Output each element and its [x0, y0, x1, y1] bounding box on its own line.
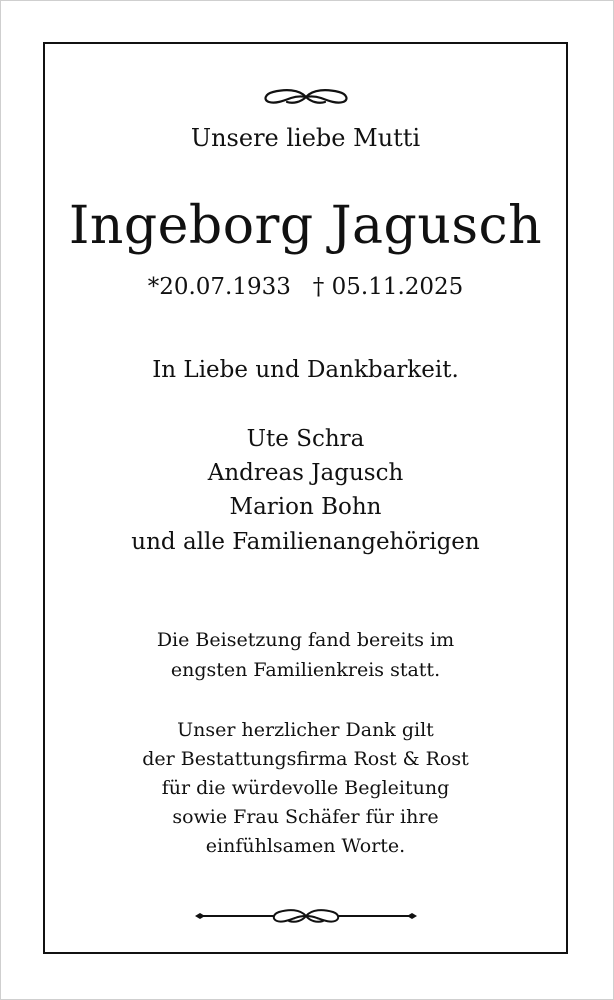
thanks-line: sowie Frau Schäfer für ihre: [172, 806, 439, 828]
dedication-line: In Liebe und Dankbarkeit.: [152, 357, 459, 383]
thanks-line: für die würdevolle Begleitung: [161, 777, 450, 799]
life-dates: *20.07.1933 † 05.11.2025: [147, 274, 464, 300]
thanks-line: einfühlsamen Worte.: [205, 835, 406, 857]
mourner-name: Ute Schra: [246, 426, 365, 452]
flourish-icon: [45, 86, 566, 112]
burial-note-line: engsten Familienkreis statt.: [170, 659, 441, 681]
mourner-name: Andreas Jagusch: [207, 460, 404, 486]
thanks-line: Unser herzlicher Dank gilt: [177, 719, 434, 741]
mourner-family: und alle Familienangehörigen: [131, 529, 480, 555]
obituary-card: [43, 42, 568, 954]
intro-line: Unsere liebe Mutti: [190, 124, 421, 152]
mourner-name: Marion Bohn: [229, 494, 382, 520]
thanks-line: der Bestattungsfirma Rost & Rost: [142, 748, 469, 770]
deceased-name: Ingeborg Jagusch: [68, 196, 543, 256]
flourish-divider-icon: [45, 906, 566, 930]
burial-note-line: Die Beisetzung fand bereits im: [156, 629, 455, 651]
